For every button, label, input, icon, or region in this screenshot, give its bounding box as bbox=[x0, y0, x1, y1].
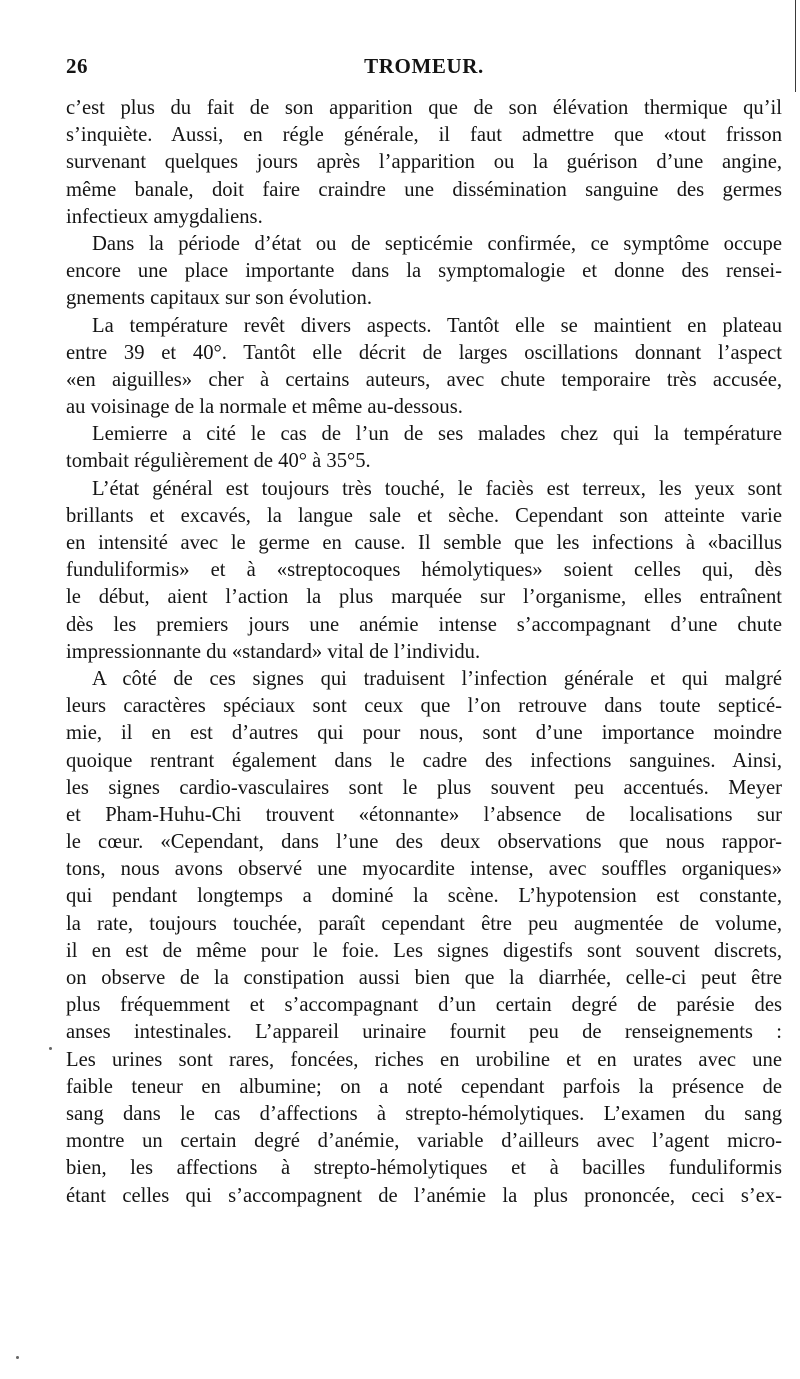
text-line: Dans la période d’état ou de septicémie confirmée, ce symptôme occupe bbox=[92, 232, 782, 255]
text-line: on observe de la constipation aussi bien que la diarrhée, celle-ci peut être bbox=[66, 967, 782, 989]
text-line: bien, les affections à strepto-hémolytiques et à bacilles funduliformis bbox=[66, 1157, 782, 1180]
text-line: encore une place importante dans la symptomalogie et donne des rensei- bbox=[66, 260, 782, 283]
text-line: les signes cardio-vasculaires sont le plus souvent peu accentués. Meyer bbox=[66, 776, 782, 799]
page-edge-rule bbox=[795, 0, 797, 92]
text-line: Lemierre a cité le cas de l’un de ses malades chez qui la température bbox=[92, 423, 782, 446]
page-number: 26 bbox=[66, 54, 88, 78]
text-line: quoique rentrant également dans le cadre des infections sanguines. Ainsi, bbox=[66, 749, 782, 772]
text-line: c’est plus du fait de son apparition que de son élévation thermique qu’il bbox=[66, 97, 782, 119]
body-text bbox=[66, 95, 782, 1210]
text-line: entre 39 et 40°. Tantôt elle décrit de larges oscillations donnant l’aspect bbox=[66, 341, 782, 364]
text-line: infectieux amygdaliens. bbox=[66, 205, 263, 228]
text-line: Les urines sont rares, foncées, riches en urobiline et en urates avec une bbox=[66, 1048, 782, 1071]
text-line: au voisinage de la normale et même au-dessous. bbox=[66, 396, 463, 419]
text-line: funduliformis» et à «streptocoques hémolytiques» soient celles qui, dès bbox=[66, 559, 782, 582]
text-line: le début, aient l’action la plus marquée sur l’organisme, elles entraînent bbox=[66, 586, 782, 609]
text-line: faible teneur en albumine; on a noté cependant parfois la présence de bbox=[66, 1075, 782, 1098]
text-line: sang dans le cas d’affections à strepto-hémolytiques. L’examen du sang bbox=[66, 1102, 782, 1125]
text-line: montre un certain degré d’anémie, variable d’ailleurs avec l’agent micro- bbox=[66, 1130, 782, 1153]
text-line: étant celles qui s’accompagnent de l’anémie la plus prononcée, ceci s’ex- bbox=[66, 1184, 782, 1207]
text-line: mie, il en est d’autres qui pour nous, sont d’une importance moindre bbox=[66, 722, 782, 745]
page-header bbox=[66, 54, 782, 84]
margin-speck bbox=[49, 1047, 52, 1050]
text-line: A côté de ces signes qui traduisent l’infection générale et qui malgré bbox=[92, 667, 782, 690]
text-line: dès les premiers jours une anémie intense s’accompagnant d’une chute bbox=[66, 613, 782, 636]
text-line: tons, nous avons observé une myocardite intense, avec souffles organiques» bbox=[66, 858, 782, 881]
text-line: La température revêt divers aspects. Tantôt elle se maintient en plateau bbox=[92, 314, 782, 337]
text-line: s’inquiète. Aussi, en régle générale, il faut admettre que «tout frisson bbox=[66, 124, 782, 147]
text-line: le cœur. «Cependant, dans l’une des deux observations que nous rappor- bbox=[66, 831, 782, 854]
text-line: gnements capitaux sur son évolution. bbox=[66, 287, 372, 310]
text-line: L’état général est toujours très touché, le faciès est terreux, les yeux sont bbox=[92, 477, 782, 500]
text-line: anses intestinales. L’appareil urinaire fournit peu de renseignements : bbox=[66, 1021, 782, 1044]
margin-speck bbox=[16, 1356, 19, 1359]
text-line: plus fréquemment et s’accompagnant d’un certain degré de parésie des bbox=[66, 994, 782, 1017]
text-line: il en est de même pour le foie. Les signes digestifs sont souvent discrets, bbox=[66, 939, 782, 962]
running-title: TROMEUR. bbox=[364, 54, 484, 78]
text-line: et Pham-Huhu-Chi trouvent «étonnante» l’absence de localisations sur bbox=[66, 803, 782, 826]
text-line: impressionnante du «standard» vital de l’individu. bbox=[66, 640, 481, 663]
text-line: survenant quelques jours après l’apparition ou la guérison d’une angine, bbox=[66, 151, 782, 174]
text-line: leurs caractères spéciaux sont ceux que l’on retrouve dans toute septicé- bbox=[66, 695, 782, 718]
text-line: brillants et excavés, la langue sale et sèche. Cependant son atteinte varie bbox=[66, 504, 782, 527]
text-line: tombait régulièrement de 40° à 35°5. bbox=[66, 450, 371, 473]
text-line: en intensité avec le germe en cause. Il semble que les infections à «bacillus bbox=[66, 532, 782, 554]
text-line: même banale, doit faire craindre une dissémination sanguine des germes bbox=[66, 178, 782, 201]
text-line: «en aiguilles» cher à certains auteurs, avec chute temporaire très accusée, bbox=[66, 368, 782, 391]
text-line: qui pendant longtemps a dominé la scène. L’hypotension est constante, bbox=[66, 885, 782, 908]
text-line: la rate, toujours touchée, paraît cependant être peu augmentée de volume, bbox=[66, 912, 782, 935]
